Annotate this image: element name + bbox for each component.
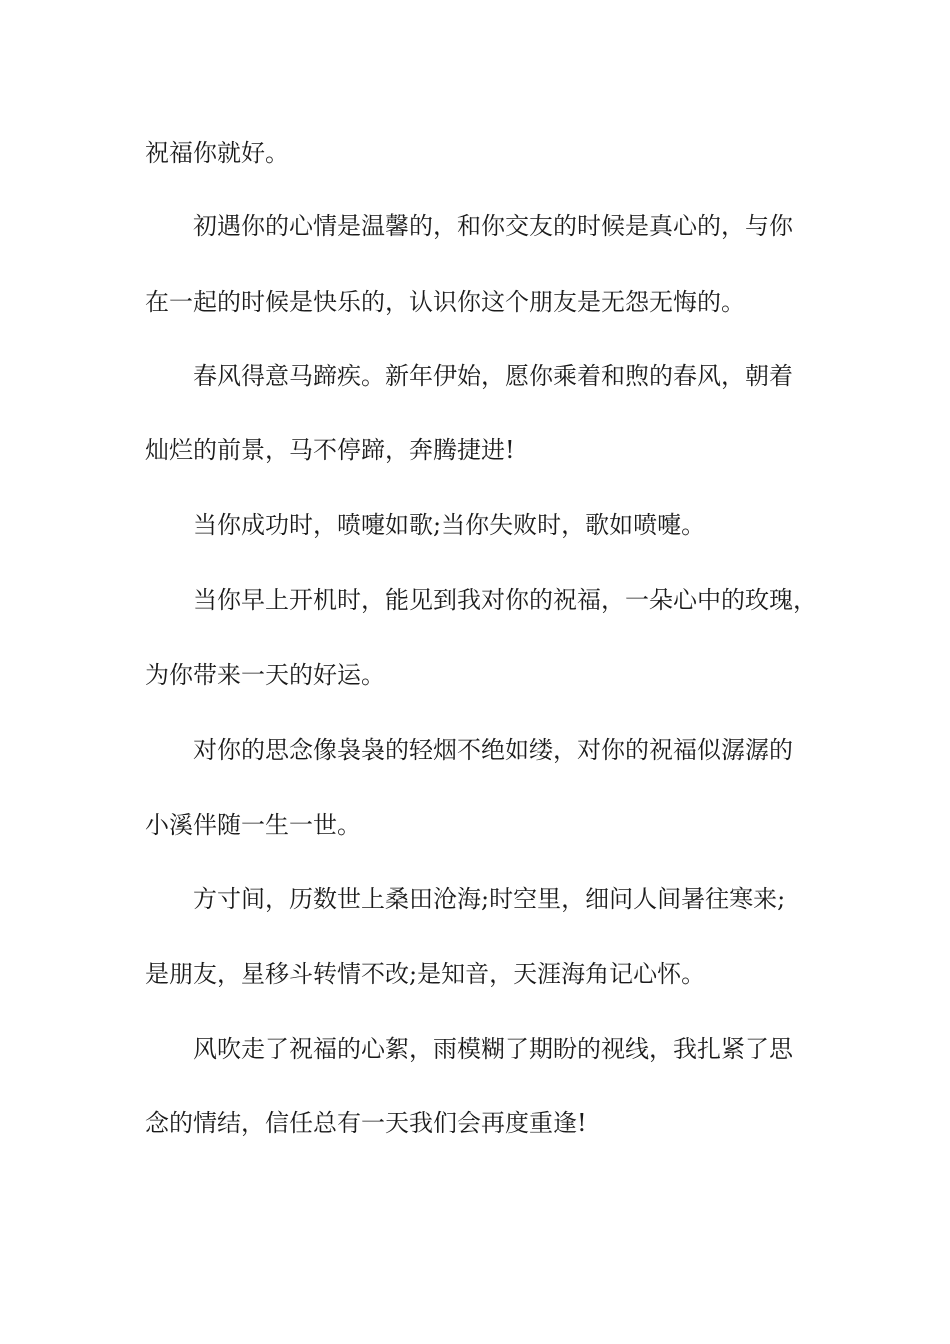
- text-line-10: 小溪伴随一生一世。: [145, 811, 361, 839]
- text-line-2: 初遇你的心情是温馨的，和你交友的时候是真心的，与你: [193, 212, 793, 240]
- text-line-7: 当你早上开机时，能见到我对你的祝福，一朵心中的玫瑰，: [193, 586, 817, 614]
- text-line-4: 春风得意马蹄疾。新年伊始，愿你乘着和煦的春风，朝着: [193, 362, 793, 390]
- text-line-14: 念的情结，信任总有一天我们会再度重逢!: [145, 1109, 587, 1137]
- text-line-8: 为你带来一天的好运。: [145, 661, 385, 689]
- text-line-3: 在一起的时候是快乐的，认识你这个朋友是无怨无悔的。: [145, 288, 745, 316]
- text-line-1: 祝福你就好。: [145, 139, 289, 167]
- text-line-9: 对你的思念像袅袅的轻烟不绝如缕，对你的祝福似潺潺的: [193, 736, 793, 764]
- text-line-13: 风吹走了祝福的心絮，雨模糊了期盼的视线，我扎紧了思: [193, 1035, 793, 1063]
- text-line-5: 灿烂的前景，马不停蹄，奔腾捷进!: [145, 436, 515, 464]
- text-line-11: 方寸间，历数世上桑田沧海;时空里，细问人间暑往寒来;: [193, 885, 786, 913]
- text-line-12: 是朋友，星移斗转情不改;是知音，天涯海角记心怀。: [145, 960, 706, 988]
- text-line-6: 当你成功时，喷嚏如歌;当你失败时，歌如喷嚏。: [193, 511, 706, 539]
